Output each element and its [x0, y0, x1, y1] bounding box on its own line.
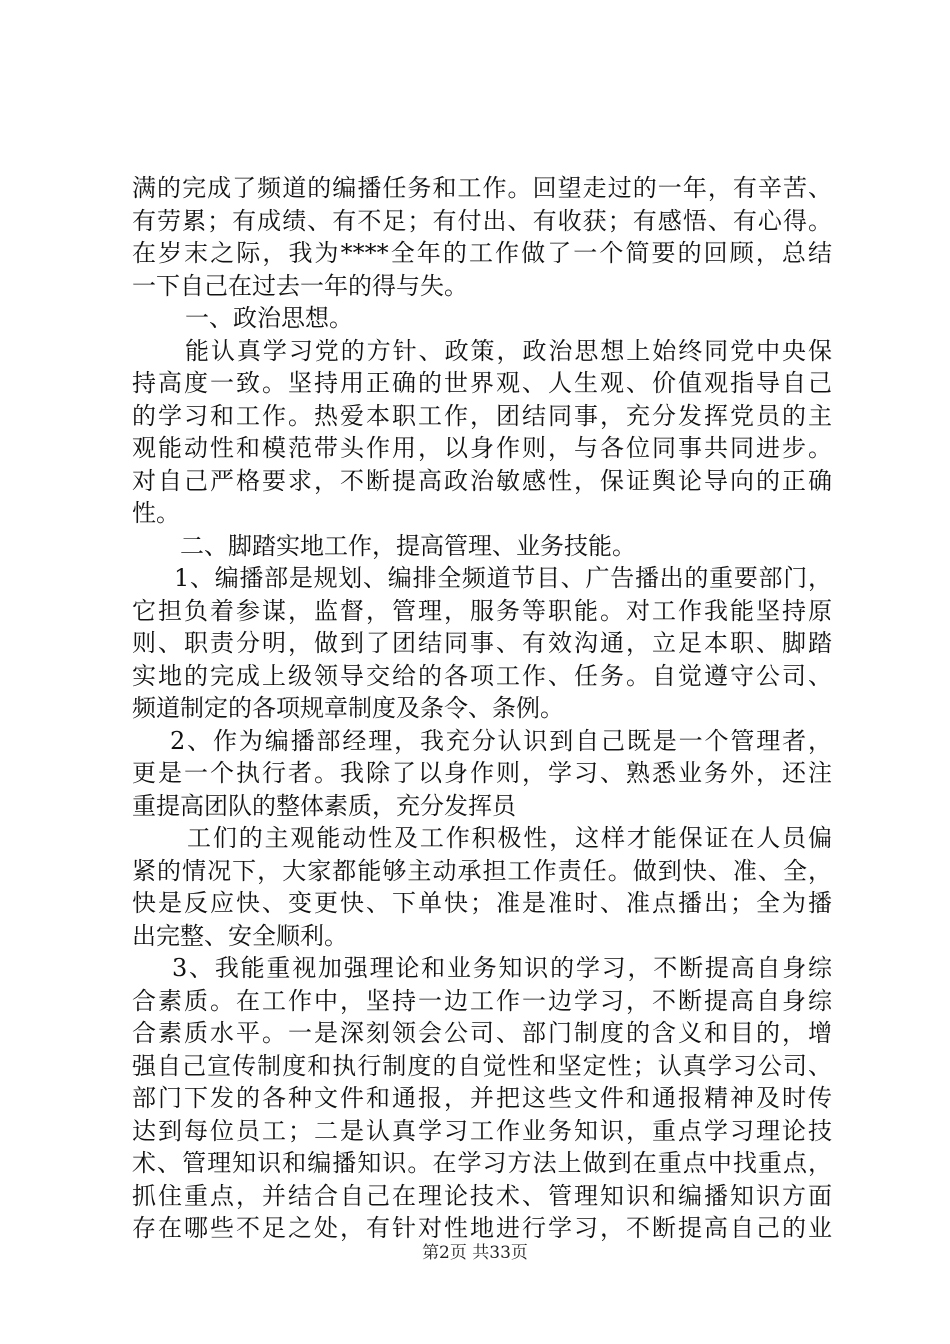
text-line: 紧的情况下，大家都能够主动承担工作责任。做到快、准、全，: [132, 856, 832, 885]
text-line: 合素质水平。一是深刻领会公司、部门制度的含义和目的，增: [132, 1019, 832, 1047]
text-line: 则、职责分明，做到了团结同事、有效沟通，立足本职、脚踏: [132, 629, 832, 657]
text-line: 合素质。在工作中，坚持一边工作一边学习，不断提高自身综: [132, 986, 832, 1015]
section-heading: 一、政治思想。: [185, 304, 353, 332]
text-line: 一下自己在过去一年的得与失。: [132, 271, 468, 300]
body-text: [132, 172, 832, 1245]
text-line: 1、编播部是规划、编排全频道节目、广告播出的重要部门，: [174, 564, 832, 592]
text-line: 的学习和工作。热爱本职工作，团结同事，充分发挥党员的主: [132, 401, 832, 430]
text-line: 部门下发的各种文件和通报，并把这些文件和通报精神及时传: [132, 1084, 832, 1112]
text-line: 持高度一致。坚持用正确的世界观、人生观、价值观指导自己: [132, 369, 832, 397]
text-line: 达到每位员工；二是认真学习工作业务知识，重点学习理论技: [132, 1116, 832, 1145]
text-line: 有劳累；有成绩、有不足；有付出、有收获；有感悟、有心得。: [132, 206, 832, 235]
text-line: 存在哪些不足之处，有针对性地进行学习，不断提高自己的业: [132, 1214, 832, 1242]
text-line: 满的完成了频道的编播任务和工作。回望走过的一年，有辛苦、: [132, 174, 832, 202]
text-line: 能认真学习党的方针、政策，政治思想上始终同党中央保: [185, 336, 832, 365]
text-line: 在岁末之际，我为****全年的工作做了一个简要的回顾，总结: [132, 239, 832, 267]
text-line: 更是一个执行者。我除了以身作则，学习、熟悉业务外，还注: [132, 759, 832, 787]
text-line: 重提高团队的整体素质，充分发挥员: [132, 791, 516, 820]
page-footer: 第2页 共33页: [422, 1243, 528, 1263]
text-line: 实地的完成上级领导交给的各项工作、任务。自觉遵守公司、: [132, 661, 832, 690]
text-line: 频道制定的各项规章制度及条令、条例。: [132, 694, 564, 722]
text-line: 性。: [132, 499, 180, 527]
text-line: 观能动性和模范带头作用，以身作则，与各位同事共同进步。: [132, 434, 832, 462]
text-line: 它担负着参谋，监督，管理，服务等职能。对工作我能坚持原: [132, 596, 832, 625]
text-line: 快是反应快、变更快、下单快；准是准时、准点播出；全为播: [132, 889, 832, 917]
text-line: 强自己宣传制度和执行制度的自觉性和坚定性；认真学习公司、: [132, 1051, 832, 1080]
text-line: 抓住重点，并结合自己在理论技术、管理知识和编播知识方面: [132, 1181, 832, 1210]
text-line: 出完整、安全顺利。: [132, 921, 348, 950]
text-line: 2、作为编播部经理，我充分认识到自己既是一个管理者，: [170, 726, 832, 755]
section-heading: 二、脚踏实地工作，提高管理、业务技能。: [180, 531, 636, 560]
text-line: 工们的主观能动性及工作积极性，这样才能保证在人员偏: [187, 824, 832, 852]
text-line: 术、管理知识和编播知识。在学习方法上做到在重点中找重点，: [132, 1149, 832, 1177]
text-line: 对自己严格要求，不断提高政治敏感性，保证舆论导向的正确: [132, 466, 832, 495]
text-line: 3、我能重视加强理论和业务知识的学习，不断提高自身综: [172, 954, 832, 982]
